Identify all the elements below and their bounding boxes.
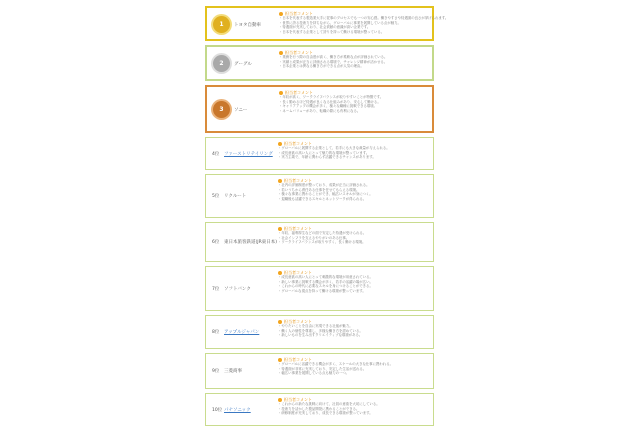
comment-block <box>278 141 429 160</box>
rank-label: 4位 <box>212 152 220 157</box>
comment-label: 担当者コメント <box>284 357 312 362</box>
rank-label: 5位 <box>212 194 220 199</box>
comment-block <box>278 397 429 416</box>
comment-line: ・待遇面が充実しており、社会貢献の意識が高い企業です。 <box>279 25 371 30</box>
comment-block <box>278 357 429 376</box>
rank-label: 10位 <box>212 408 223 413</box>
comment-line: ・実績と成果が正当に評価される環境で、チャレンジ精神が活かせる。 <box>279 59 388 64</box>
company-name: ソニー <box>234 108 248 113</box>
ranking-card <box>205 174 434 218</box>
ranking-card <box>205 353 434 389</box>
company-name-link[interactable]: ファーストリテイリング <box>224 152 273 157</box>
company-header <box>206 138 274 169</box>
comment-line: ・研修制度が充実しており、成長できる環境が整っています。 <box>278 411 373 416</box>
comment-line: ・若いうちから責任ある仕事を任せてもらえる環境。 <box>278 187 360 192</box>
rank-label: 8位 <box>212 330 220 335</box>
rank-medal-icon: 2 <box>213 55 230 72</box>
comment-line: ・日本企業とは異なる働き方ができる点が人気の理由。 <box>279 64 364 69</box>
ranking-card <box>205 137 434 170</box>
comment-line: ・ワークライフバランスが取りやすく、長く働ける環境。 <box>278 240 366 245</box>
company-header <box>206 354 274 388</box>
rank-label: 9位 <box>212 369 220 374</box>
comment-line: ・世界に誇る技術力を持ちながら、グローバルに事業を展開している点が魅力。 <box>279 20 401 25</box>
company-header <box>206 394 274 425</box>
comment-line: ・待遇面が非常に充実しており、安定した生活が送れる。 <box>278 366 367 371</box>
comment-line: ・キャリアアップの機会が多く、様々な職種に挑戦できる環境。 <box>279 104 378 109</box>
comment-line: ・グローバルに展開する企業として、若手にも大きな裁量が与えられる。 <box>278 146 390 150</box>
comment-line: ・長く勤めるほど待遇が良くなる仕組みがあり、安心して働ける。 <box>279 99 381 104</box>
comment-label: 担当者コメント <box>284 178 312 183</box>
ranking-card <box>205 45 434 81</box>
comment-line: ・実力主義で、年齢に関わらず活躍できるチャンスがあります。 <box>278 155 376 160</box>
comment-line: ・年収が高く、ワークライフバランスが取りやすいことが特徴です。 <box>279 95 384 99</box>
comment-line: ・業務を行う際の自由度が高く、働き方が柔軟な点が評価されている。 <box>279 55 388 59</box>
ranking-card <box>205 393 434 426</box>
comment-label: 担当者コメント <box>285 50 313 55</box>
comment-line: ・やりたいことを自由に実現できる社風が魅力。 <box>278 324 353 328</box>
company-name-link[interactable]: アップルジャパン <box>224 330 260 335</box>
ranking-card <box>205 266 434 311</box>
rank-label: 6位 <box>212 240 220 245</box>
comment-line: ・新しい事業に挑戦する機会が多く、若手の活躍の場が広い。 <box>278 279 373 284</box>
rank-medal-icon: 3 <box>213 101 230 118</box>
comment-line: ・成長意欲の高い人にとって刺激的な環境が用意されている。 <box>278 275 373 279</box>
comment-label: 担当者コメント <box>285 90 313 95</box>
comment-block <box>279 90 428 113</box>
company-name: トヨタ自動車 <box>234 23 261 28</box>
rank-label: 7位 <box>212 287 220 292</box>
company-header <box>206 316 274 348</box>
comment-block <box>278 270 429 293</box>
ranking-card <box>205 222 434 262</box>
comment-line: ・技術力を活かした製品開発に携わることができる。 <box>278 406 360 411</box>
comment-line: ・日本を代表する企業として誇りを持って働ける環境が整っている。 <box>279 29 385 34</box>
company-name: ソフトバンク <box>224 287 251 292</box>
company-header <box>206 223 277 261</box>
comment-line: ・年収、福利厚生などの面で安定した待遇が受けられる。 <box>278 231 367 235</box>
company-header <box>207 8 275 39</box>
company-header <box>206 175 274 217</box>
comment-line: ・新しいものを生み出すクリエイティブな環境がある。 <box>278 333 363 338</box>
company-header <box>207 87 275 131</box>
company-name: リクルート <box>224 194 247 199</box>
ranking-card <box>205 315 434 349</box>
comment-line: ・様々な事業に携わることができ、幅広いスキルが身につく。 <box>278 192 373 197</box>
comment-line: ・成長意欲の高い人にとって魅力的な環境が整っています。 <box>278 150 370 155</box>
comment-line: ・ネームバリューがあり、転職の際にも有利になる。 <box>279 108 361 113</box>
comment-line: ・幅広い事業を展開している点も魅力の一つ。 <box>278 371 350 376</box>
comment-block <box>278 319 429 338</box>
comment-block <box>278 178 429 201</box>
comment-line: ・退職後も活躍できるスキルとネットワークが得られる。 <box>278 196 367 201</box>
comment-label: 担当者コメント <box>284 319 312 324</box>
comment-label: 担当者コメント <box>284 270 312 275</box>
comment-label: 担当者コメント <box>284 226 312 231</box>
comment-line: ・これからの新たな挑戦に向けて、社員の意欲を大切にしている。 <box>278 402 380 406</box>
comment-label: 担当者コメント <box>285 11 313 16</box>
company-name: 三菱商事 <box>224 369 242 374</box>
comment-block <box>278 226 429 245</box>
comment-label: 担当者コメント <box>284 141 312 146</box>
company-name-link[interactable]: パナソニック <box>224 408 251 413</box>
company-header <box>206 267 274 310</box>
company-name: グーグル <box>234 62 252 67</box>
rank-medal-icon: 1 <box>213 16 230 33</box>
comment-line: ・グローバルな視点を持って働ける環境が整っています。 <box>278 288 366 293</box>
ranking-card <box>205 6 449 41</box>
ranking-card <box>205 85 434 133</box>
comment-line: ・グローバルに活躍できる機会が多く、スケールの大きな仕事に携われる。 <box>278 362 393 366</box>
comment-block <box>279 50 428 69</box>
comment-line: ・社内の評価制度が整っており、成果が正当に評価される。 <box>278 183 370 187</box>
company-header <box>207 47 275 79</box>
comment-label: 担当者コメント <box>284 397 312 402</box>
comment-block <box>279 11 449 34</box>
comment-line: ・社会インフラを支えるやりがいのある仕事。 <box>278 235 350 240</box>
ranking-list <box>205 6 449 430</box>
comment-line: ・働く人の個性を尊重し、多様な働き方を認めている。 <box>278 328 363 333</box>
comment-line: ・これからの時代に必要なスキルを身につけることができる。 <box>278 284 373 289</box>
company-name: 東日本旅客鉄道(JR東日本) <box>224 240 277 245</box>
comment-line: ・日本を代表する製造業大手に従事のプロセスでも一つの安心感。働きやすさや待遇面の良さが挙げられます。 <box>279 16 449 20</box>
